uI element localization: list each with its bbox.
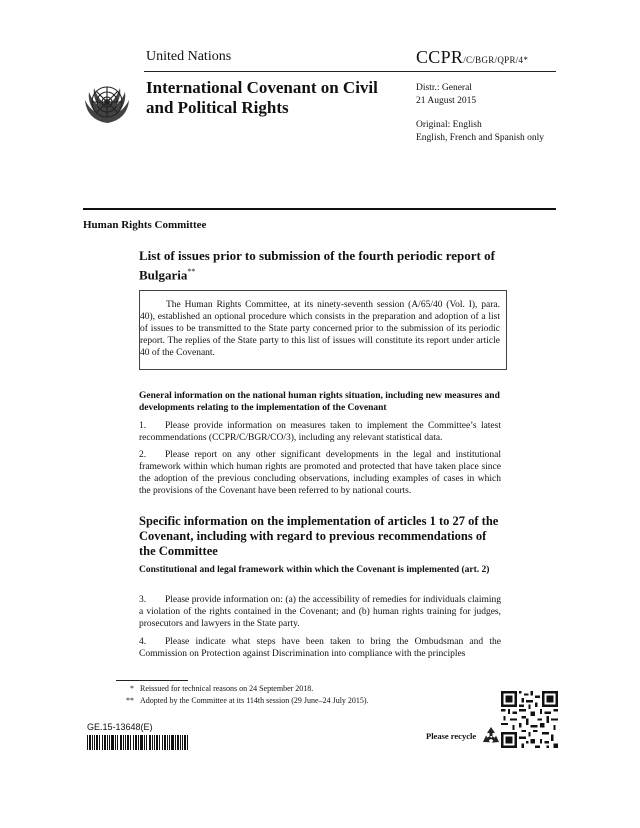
issue-date: 21 August 2015 [416,96,477,106]
paragraph-3 [139,594,501,630]
qr-code-icon [501,691,558,748]
original-language: Original: English [416,120,482,130]
paragraph-number: 4. [139,637,147,647]
footnote-rule [116,680,188,681]
footnote-2 [116,696,369,706]
footnote-text: Reissued for technical reasons on 24 September 2018. [140,684,314,693]
footnote-mark: * [130,684,134,693]
footnote-text: Adopted by the Committee at its 114th session (29 June–24 July 2015). [140,696,369,705]
footnote-1 [116,684,313,694]
footnote-marker: ** [187,267,196,276]
paragraph-text: Please provide information on measures taken to implement the Committee’s latest recommendations (CCPR/C/BGR/CO/3), including any relevant statistical data. [139,421,501,443]
recycle-notice: Please recycle [426,731,477,741]
paragraph-4 [139,636,501,660]
paragraph-text: Please provide information on: (a) the accessibility of remedies for individuals claiming a violation of the rights contained in the Covenant; and (b) human rights training for judges, prosecutors and lawyers in the State party. [139,595,501,629]
organization-name: United Nations [146,49,232,64]
section-divider [83,208,556,210]
document-heading-text: List of issues prior to submission of the fourth periodic report of Bulgaria [139,248,495,283]
recycle-icon [480,725,502,747]
document-symbol [416,47,528,68]
intro-paragraph: The Human Rights Committee, at its ninety-seventh session (A/65/40 (Vol. I), para. 40), established an optional procedure which consists in the preparation and adoption of a list of issues to be transmitted to the State party concerned prior to the submission of its periodic report. The replies of the State party to this list of issues will constitute its report under article 40 of the Covenant. [140,300,500,358]
header-rule [144,71,556,72]
footnote-mark: ** [126,696,134,705]
heading-general-information: General information on the national human rights situation, including new measures and developments relating to the implementation of the Covenant [139,391,500,413]
paragraph-number: 1. [139,421,147,431]
document-number: GE.15-13648(E) [87,722,153,732]
paragraph-number: 3. [139,595,147,605]
paragraph-2 [139,449,501,497]
committee-name: Human Rights Committee [83,219,207,231]
paragraph-number: 2. [139,450,147,460]
intro-box-text [139,299,500,359]
document-title-covenant: International Covenant on Civil and Political Rights [146,78,378,117]
available-languages: English, French and Spanish only [416,133,544,143]
heading-constitutional-framework: Constitutional and legal framework within which the Covenant is implemented (art. 2) [139,565,490,575]
document-symbol-main: CCPR [416,47,464,67]
language-info [416,119,544,145]
paragraph-1 [139,420,501,444]
document-symbol-sub: /C/BGR/QPR/4* [463,55,529,65]
heading-specific-information: Specific information on the implementation of articles 1 to 27 of the Covenant, including with regard to previous recommendations of the Committee [139,514,499,558]
paragraph-text: Please report on any other significant developments in the legal and institutional framework within which human rights are promoted and protected that have taken place since the adoption of the previous concluding observations, including examples of cases in which the provisions of the Covenant have been referred to by national courts. [139,450,501,496]
barcode-icon [87,735,189,750]
paragraph-text: Please indicate what steps have been taken to bring the Ombudsman and the Commission on Protection against Discrimination into compliance with the principles [139,637,501,659]
distribution-type: Distr.: General [416,83,472,93]
document-heading [139,248,499,283]
distribution-info [416,82,476,108]
un-emblem-icon [80,75,134,129]
